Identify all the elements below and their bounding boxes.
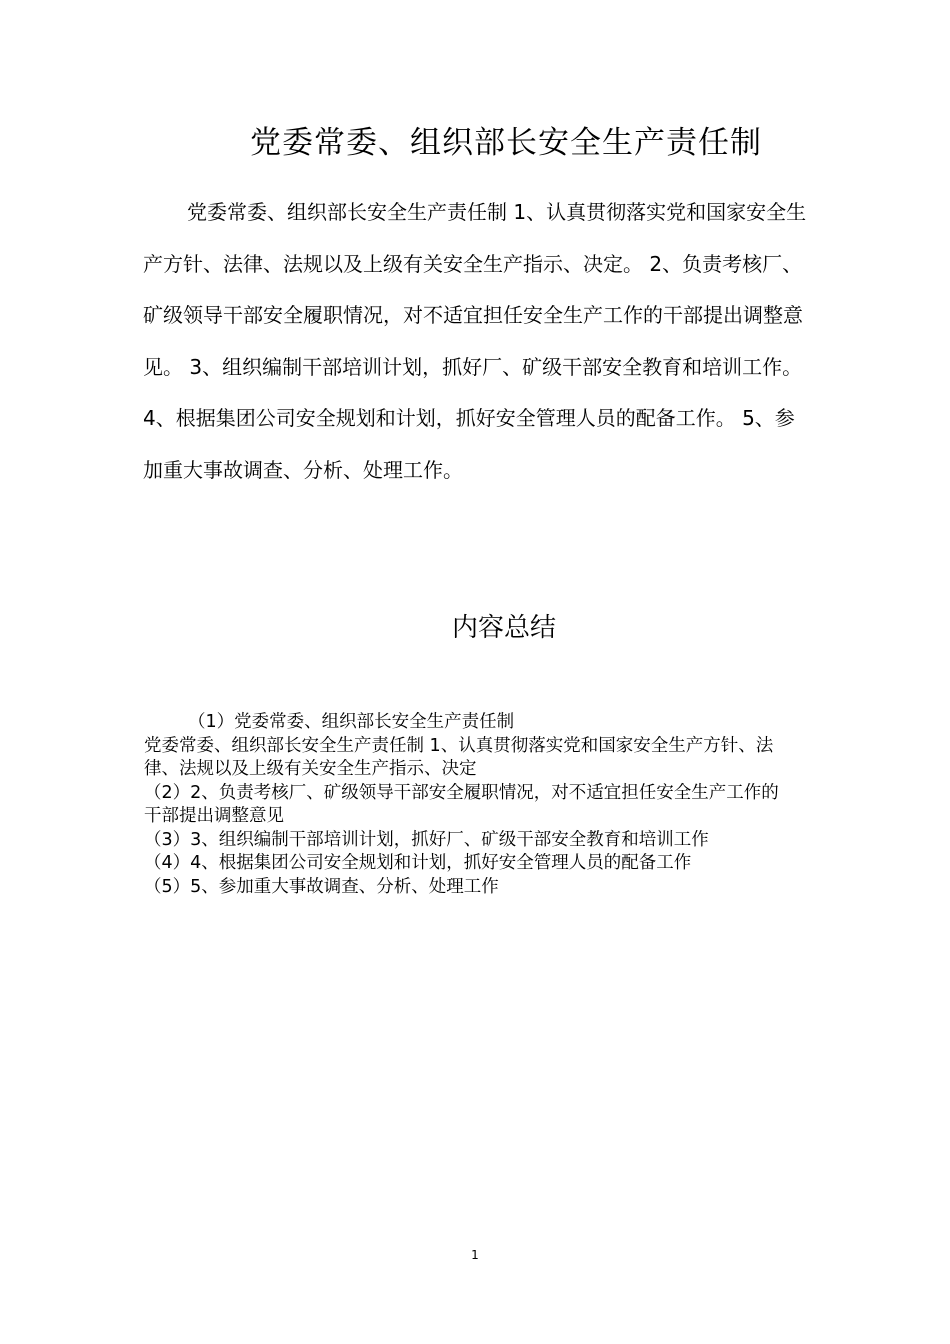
summary-item: （4）4、根据集团公司安全规划和计划，抓好安全管理人员的配备工作 — [144, 853, 692, 873]
page-number: 1 — [471, 1248, 479, 1262]
summary-list — [144, 711, 796, 899]
body-paragraph: 党委常委、组织部长安全生产责任制 1、认真贯彻落实党和国家安全生产方针、法律、法规以及上级有关安全生产指示、决定。 2、负责考核厂、矿级领导干部安全履职情况，对不适宜担任安全生产工作的干部提出调整意见。 3、组织编制干部培训计划，抓好厂、矿级干部安全教育和培训工作。 4、根据集团公司安全规划和计划，抓好安全管理人员的配备工作。 5、参加重大事故调查、分析、处理工作。 — [143, 200, 807, 482]
summary-item: 党委常委、组织部长安全生产责任制 1、认真贯彻落实党和国家安全生产方针、法律、法规以及上级有关安全生产指示、决定 — [144, 735, 774, 779]
page-title: 党委常委、组织部长安全生产责任制 — [250, 125, 762, 161]
summary-item: （1）党委常委、组织部长安全生产责任制 — [188, 712, 515, 732]
summary-title: 内容总结 — [451, 613, 556, 643]
summary-item: （3）3、组织编制干部培训计划，抓好厂、矿级干部安全教育和培训工作 — [144, 829, 709, 850]
summary-item: （5）5、参加重大事故调查、分析、处理工作 — [144, 876, 499, 897]
summary-item: （2）2、负责考核厂、矿级领导干部安全履职情况，对不适宜担任安全生产工作的干部提出调整意见 — [144, 782, 779, 826]
